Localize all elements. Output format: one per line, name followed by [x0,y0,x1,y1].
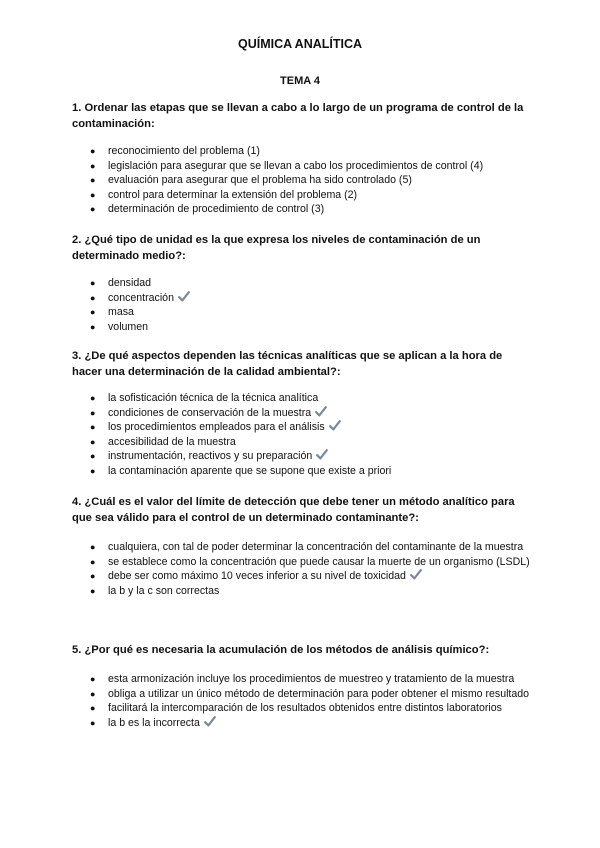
answer-text: la sofisticación técnica de la técnica analítica [108,392,319,404]
checkmark-icon [410,569,422,580]
answer-item [90,406,530,421]
bullet-icon: ● [90,703,96,713]
document-subtitle: TEMA 4 [280,75,320,87]
bullet-icon: ● [90,160,96,171]
answer-text: concentración [108,291,174,304]
answer-text: condiciones de conservación de la muestra [108,406,312,419]
bullet-icon: ● [90,571,96,581]
answer-text: instrumentación, reactivos y su preparación [108,450,313,462]
answer-text: legislación para asegurar que se llevan a cabo los procedimientos de control (4) [108,159,484,172]
bullet-icon: ● [90,407,96,418]
answer-list-1 [90,144,530,217]
bullet-icon: ● [90,585,96,596]
answer-text: la b es la incorrecta [108,716,200,729]
answer-item [90,159,530,174]
bullet-icon: ● [90,451,96,461]
answer-text: densidad [108,277,152,289]
answer-text: debe ser como máximo 10 veces inferior a su nivel de toxicidad [108,570,406,582]
answer-item [90,202,530,217]
bullet-icon: ● [90,204,96,214]
checkmark-icon [316,449,328,460]
answer-text: los procedimientos empleados para el análisis [108,421,325,433]
answer-text: esta armonización incluye los procedimientos de muestreo y tratamiento de la muestra [108,673,515,685]
answer-list-4 [90,540,530,598]
checkmark-icon [329,420,341,431]
bullet-icon: ● [90,189,96,200]
question-4: 4. ¿Cuál es el valor del límite de detección que debe tener un método analítico para que sea válido para el control de un determinado contaminante?: [72,496,515,524]
bullet-icon: ● [90,674,96,684]
answer-item [90,420,530,435]
answer-list-2 [90,276,530,334]
answer-text: la contaminación aparente que se supone que existe a priori [108,464,392,477]
question-1: 1. Ordenar las etapas que se llevan a cabo a lo largo de un programa de control de la contaminación: [72,102,524,130]
answer-text: evaluación para asegurar que el problema ha sido controlado (5) [108,174,412,186]
answer-text: masa [108,306,134,318]
question-2: 2. ¿Qué tipo de unidad es la que expresa los niveles de contaminación de un determinado medio?: [72,234,481,262]
answer-text: determinación de procedimiento de control (3) [108,203,325,215]
question-5: 5. ¿Por qué es necesaria la acumulación de los métodos de análisis químico?: [72,644,490,656]
answer-item [90,672,530,687]
answer-text: obliga a utilizar un único método de determinación para poder obtener el mismo resultado [108,687,530,700]
bullet-icon: ● [90,688,96,699]
answer-item [90,144,530,159]
answer-item [90,391,530,406]
answer-item [90,701,530,716]
bullet-icon: ● [90,175,96,185]
bullet-icon: ● [90,436,96,447]
answer-item [90,716,530,731]
bullet-icon: ● [90,556,96,567]
answer-item [90,540,530,555]
answer-item [90,276,530,291]
answer-item [90,305,530,320]
answer-item [90,449,530,464]
answer-list-3 [90,391,530,478]
answer-text: la b y la c son correctas [108,584,220,597]
document-title: QUÍMICA ANALÍTICA [237,37,363,51]
answer-item [90,584,530,599]
answer-item [90,188,530,203]
answer-text: control para determinar la extensión del problema (2) [108,188,358,201]
bullet-icon: ● [90,542,96,552]
answer-item [90,173,530,188]
bullet-icon: ● [90,146,96,156]
bullet-icon: ● [90,278,96,288]
answer-text: cualquiera, con tal de poder determinar la concentración del contaminante de la muestra [108,541,524,553]
answer-item [90,569,530,584]
bullet-icon: ● [90,465,96,476]
answer-text: accesibilidad de la muestra [108,435,236,448]
checkmark-icon [315,406,327,417]
answer-item [90,687,530,702]
answer-item [90,435,530,450]
answer-text: volumen [108,320,149,333]
bullet-icon: ● [90,422,96,432]
question-3: 3. ¿De qué aspectos dependen las técnicas analíticas que se aplican a la hora de hacer una determinación de la calidad ambiental?: [72,350,503,378]
answer-list-5 [90,672,530,730]
answer-text: se establece como la concentración que puede causar la muerte de un organismo (LSDL) [108,555,530,568]
checkmark-icon [178,291,190,302]
checkmark-icon [204,716,216,727]
answer-text: facilitará la intercomparación de los resultados obtenidos entre distintos laboratorios [108,702,502,714]
answer-item [90,555,530,570]
answer-item [90,464,530,479]
answer-item [90,291,530,306]
bullet-icon: ● [90,307,96,317]
bullet-icon: ● [90,393,96,403]
answer-text: reconocimiento del problema (1) [108,145,260,157]
bullet-icon: ● [90,717,96,728]
bullet-icon: ● [90,292,96,303]
answer-item [90,320,530,335]
bullet-icon: ● [90,321,96,332]
